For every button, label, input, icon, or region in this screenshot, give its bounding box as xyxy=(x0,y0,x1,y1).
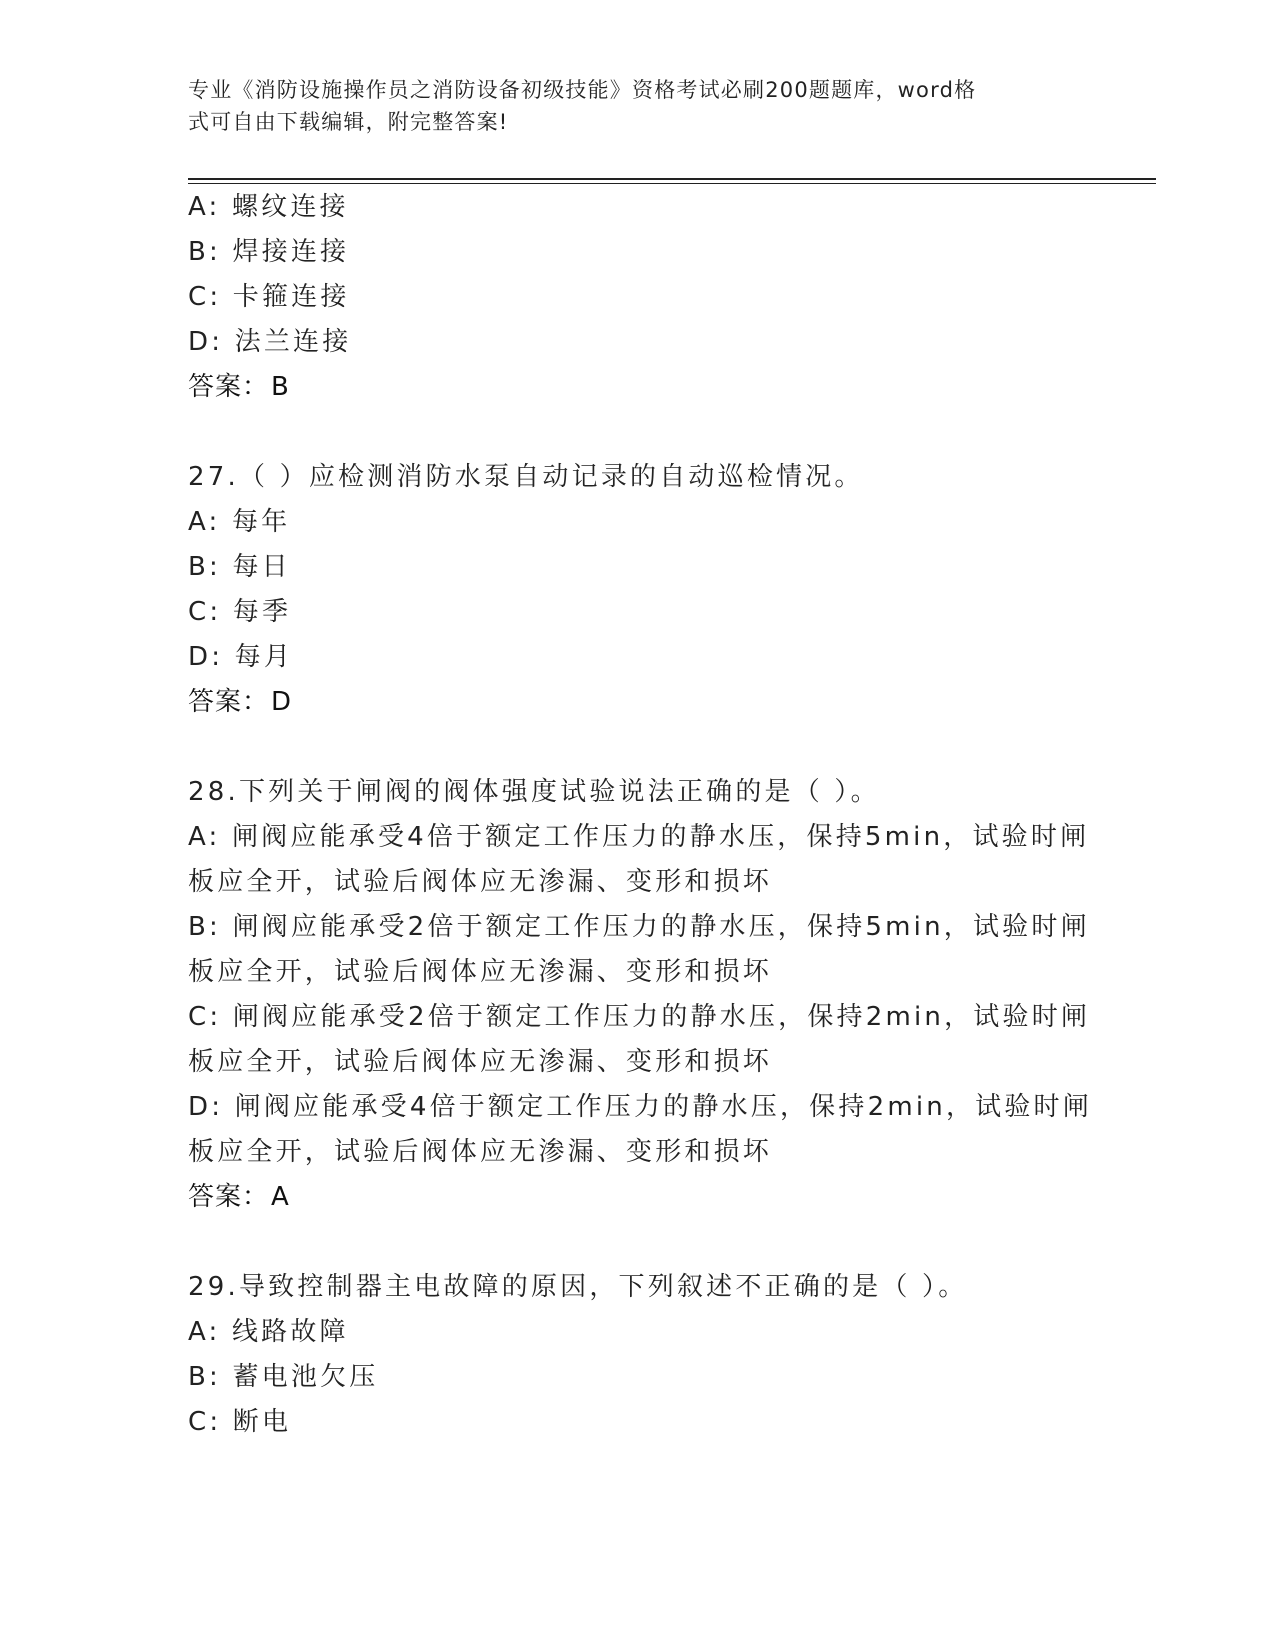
q28-option-d-line-1: D: 闸阀应能承受4倍于额定工作压力的静水压，保持2min，试验时闸 xyxy=(188,1092,1092,1122)
document-header xyxy=(188,74,1068,138)
q28-option-d-line-2: 板应全开，试验后阀体应无渗漏、变形和损坏 xyxy=(188,1137,773,1167)
q26-option-a: A: 螺纹连接 xyxy=(188,192,349,222)
q28-option-a-line-1: A: 闸阀应能承受4倍于额定工作压力的静水压，保持5min，试验时闸 xyxy=(188,822,1090,852)
q27-answer-label: 答案： xyxy=(188,687,270,717)
q28-stem: 28.下列关于闸阀的阀体强度试验说法正确的是（ ）。 xyxy=(188,777,880,807)
q28-option-b-line-2: 板应全开，试验后阀体应无渗漏、变形和损坏 xyxy=(188,957,773,987)
q26-option-b: B: 焊接连接 xyxy=(188,237,350,267)
q28-option-c-line-2: 板应全开，试验后阀体应无渗漏、变形和损坏 xyxy=(188,1047,773,1077)
q27-answer xyxy=(188,685,292,719)
q29-option-c: C: 断电 xyxy=(188,1407,292,1437)
q28-answer-label: 答案： xyxy=(188,1182,270,1212)
q26-answer-value: B xyxy=(271,372,290,402)
q28-answer-value: A xyxy=(271,1182,290,1212)
header-divider-thin xyxy=(188,183,1156,184)
q28-option-c-line-1: C: 闸阀应能承受2倍于额定工作压力的静水压，保持2min，试验时闸 xyxy=(188,1002,1091,1032)
q27-answer-value: D xyxy=(271,687,293,717)
q28-option-b-line-1: B: 闸阀应能承受2倍于额定工作压力的静水压，保持5min，试验时闸 xyxy=(188,912,1090,942)
q27-option-c: C: 每季 xyxy=(188,597,292,627)
q27-option-a: A: 每年 xyxy=(188,507,291,537)
q29-stem: 29.导致控制器主电故障的原因，下列叙述不正确的是（ ）。 xyxy=(188,1272,968,1302)
q27-stem: 27.（ ）应检测消防水泵自动记录的自动巡检情况。 xyxy=(188,462,864,492)
q26-option-c: C: 卡箍连接 xyxy=(188,282,350,312)
q27-option-b: B: 每日 xyxy=(188,552,291,582)
q28-option-a-line-2: 板应全开，试验后阀体应无渗漏、变形和损坏 xyxy=(188,867,773,897)
header-line-1: 专业《消防设施操作员之消防设备初级技能》资格考试必刷200题题库，word格 xyxy=(188,78,977,102)
header-line-2: 式可自由下载编辑，附完整答案! xyxy=(188,110,509,134)
q26-option-d: D: 法兰连接 xyxy=(188,327,352,357)
q28-answer xyxy=(188,1180,290,1214)
q29-option-a: A: 线路故障 xyxy=(188,1317,349,1347)
header-divider-thick xyxy=(188,178,1156,180)
q26-answer xyxy=(188,370,290,404)
q27-option-d: D: 每月 xyxy=(188,642,294,672)
q29-option-b: B: 蓄电池欠压 xyxy=(188,1362,379,1392)
q26-answer-label: 答案： xyxy=(188,372,270,402)
